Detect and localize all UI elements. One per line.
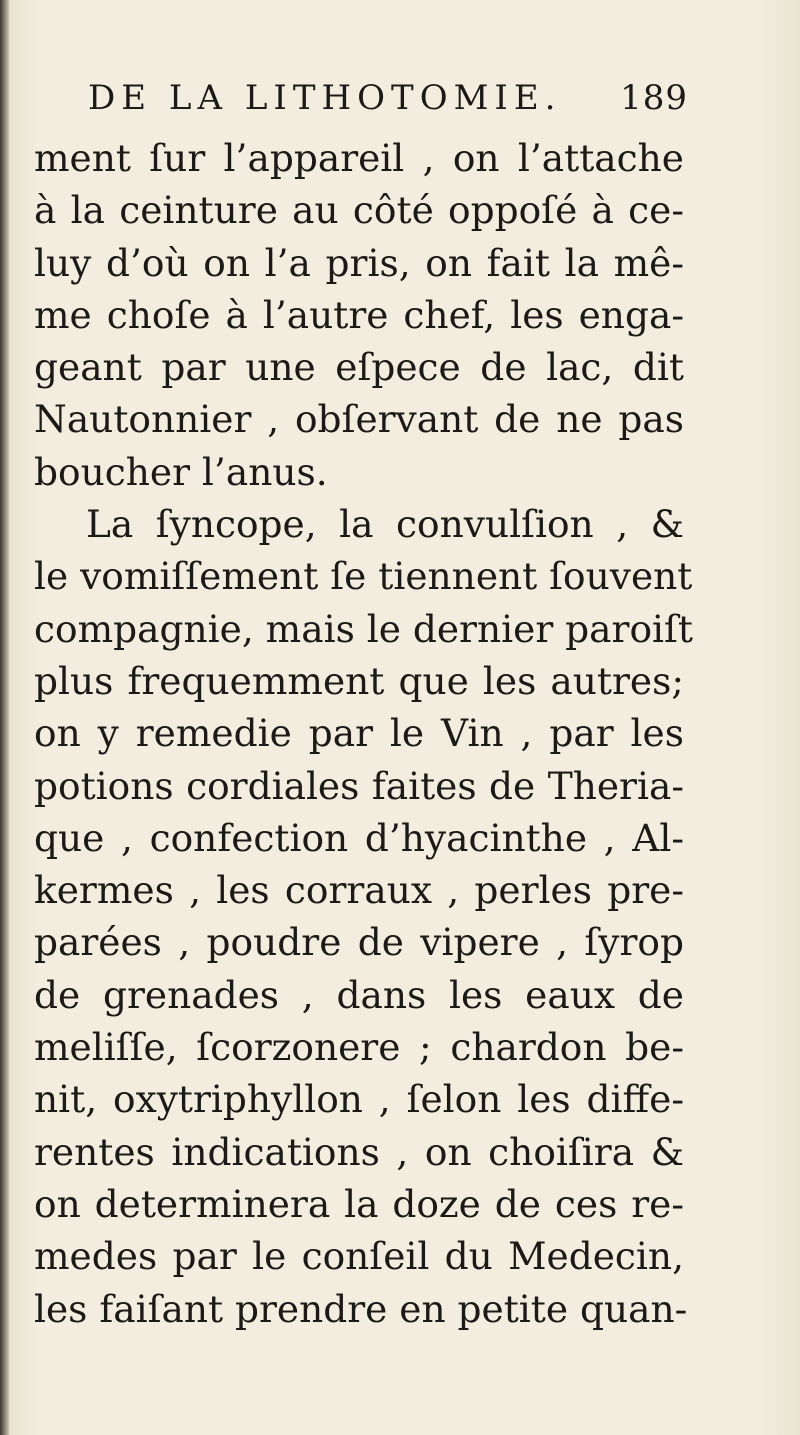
running-head bbox=[88, 78, 688, 128]
text-line: on determinera la doze de ces re- bbox=[34, 1181, 684, 1226]
text-line: plus frequemment que les autres; bbox=[34, 658, 684, 703]
text-line: nit, oxytriphyllon , ſelon les diffe- bbox=[34, 1077, 684, 1122]
text-line: me choſe à l’autre chef, les enga- bbox=[34, 292, 684, 337]
text-line: parées , poudre de vipere , ſyrop bbox=[34, 920, 684, 965]
running-head-title: DE LA LITHOTOMIE. bbox=[88, 78, 562, 118]
text-line: luy d’où on l’a pris, on fait la mê- bbox=[34, 240, 684, 285]
text-line: que , confection d’hyacinthe , Al- bbox=[34, 815, 684, 860]
text-line: geant par une eſpece de lac, dit bbox=[34, 345, 684, 390]
text-line: meliſſe, ſcorzonere ; chardon be- bbox=[34, 1025, 684, 1070]
text-line: les faiſant prendre en petite quan- bbox=[34, 1286, 688, 1331]
text-line: medes par le conſeil du Medecin, bbox=[34, 1234, 684, 1279]
page-gutter bbox=[0, 0, 9, 1435]
text-line: kermes , les corraux , perles pre- bbox=[34, 868, 684, 913]
text-line: boucher l’anus. bbox=[34, 449, 328, 494]
text-line: compagnie, mais le dernier paroiſt bbox=[34, 606, 693, 651]
body-text bbox=[34, 132, 693, 1335]
paragraph-start-line: La ſyncope, la convulſion , & bbox=[86, 502, 684, 547]
text-line: ment ſur l’appareil , on l’attache bbox=[34, 136, 684, 180]
text-line: Nautonnier , obſervant de ne pas bbox=[34, 397, 684, 442]
text-line: le vomiſſement ſe tiennent ſouvent bbox=[34, 554, 693, 599]
text-line: potions cordiales faites de Theria- bbox=[34, 763, 684, 808]
text-line: on y remedie par le Vin , par les bbox=[34, 711, 684, 756]
text-line: rentes indications , on choiſira & bbox=[34, 1129, 684, 1174]
text-line: de grenades , dans les eaux de bbox=[34, 972, 684, 1017]
page-number: 189 bbox=[620, 78, 688, 118]
text-line: à la ceinture au côté oppoſé à ce- bbox=[34, 188, 684, 233]
